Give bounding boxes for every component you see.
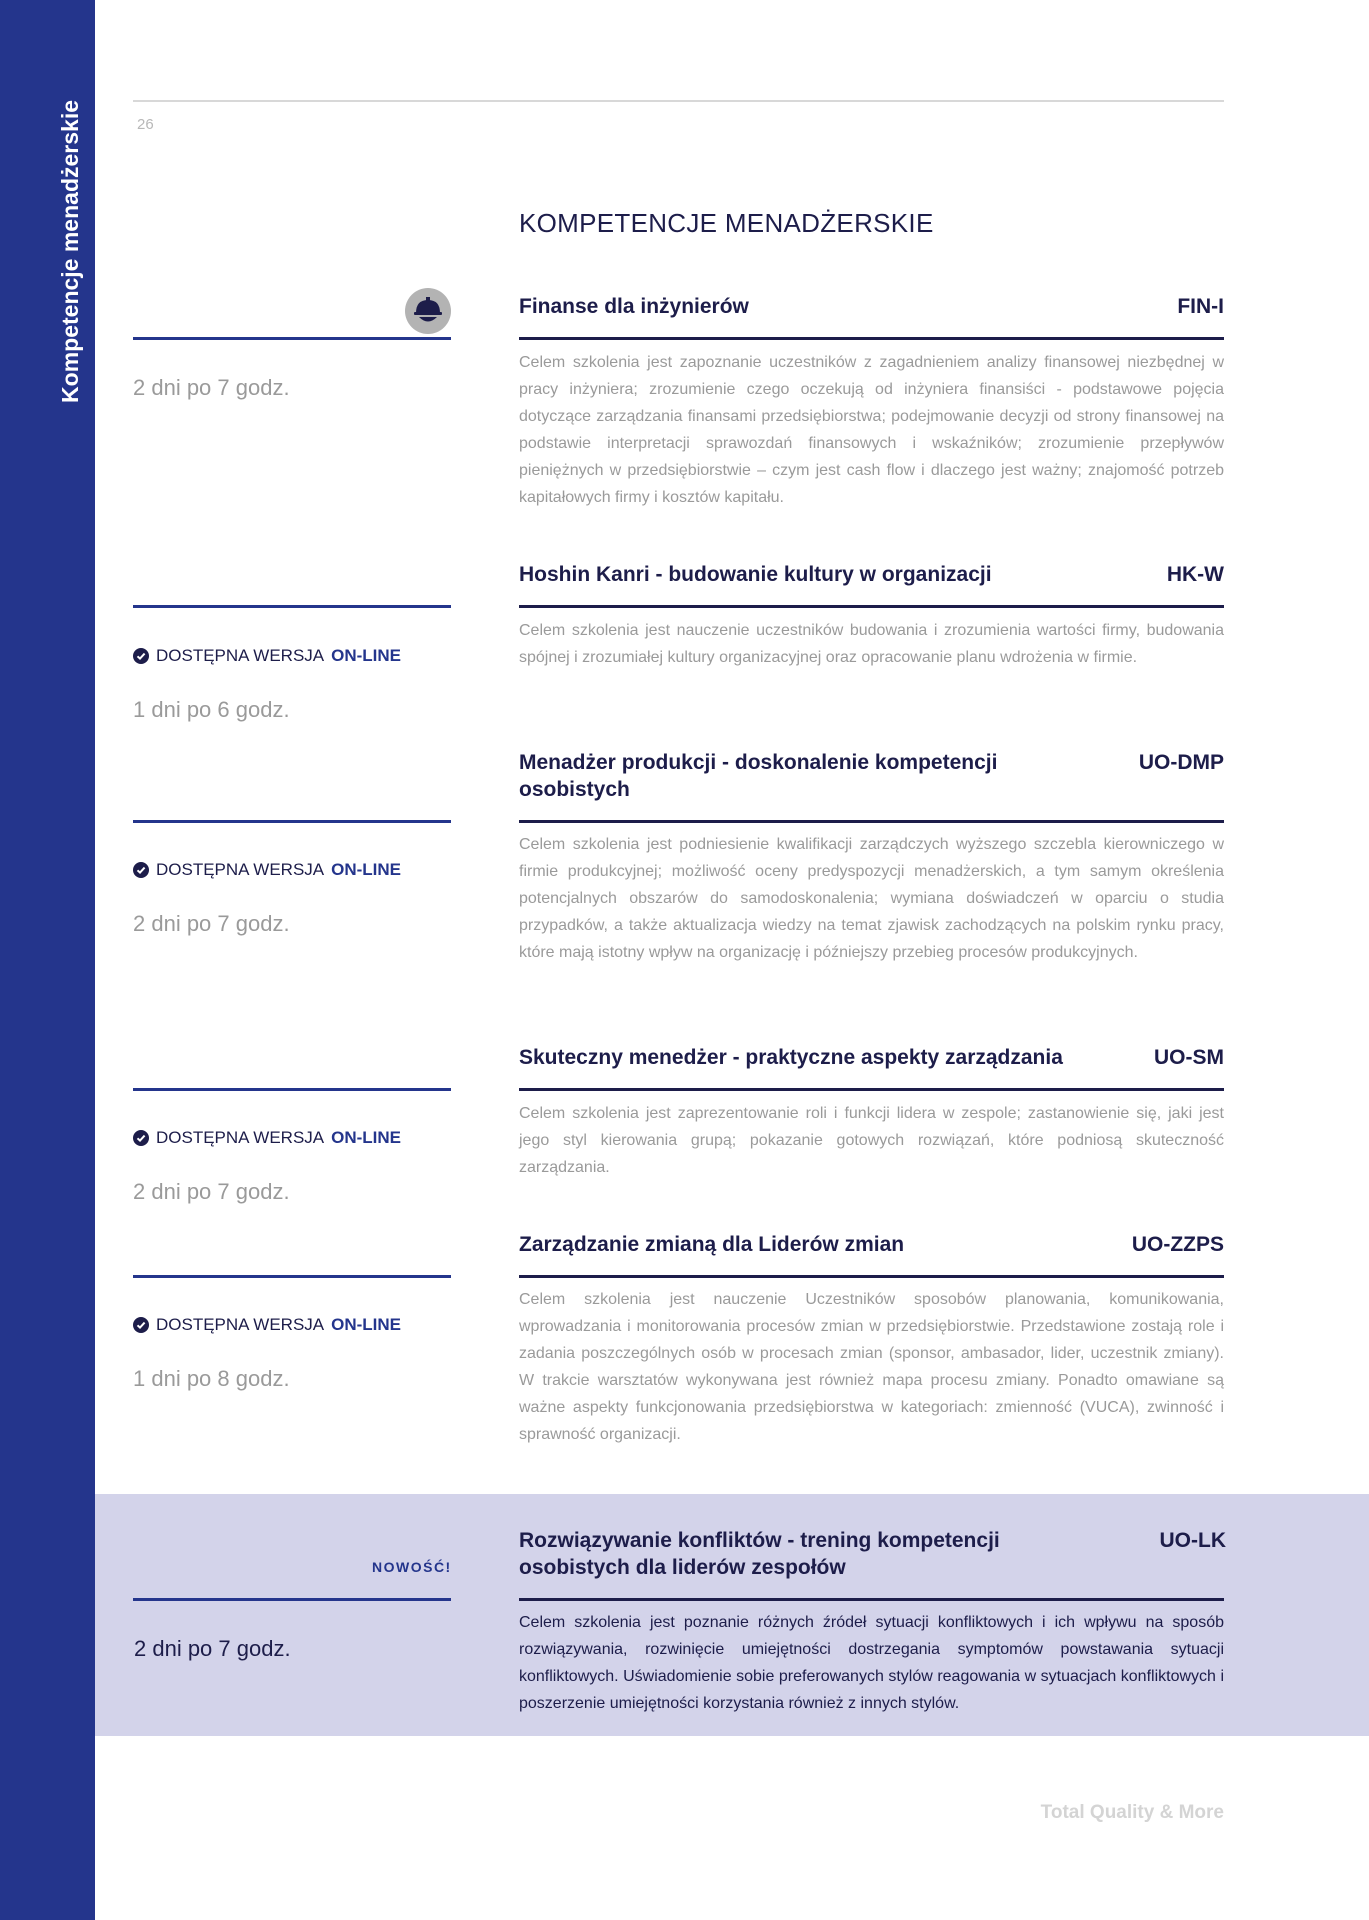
course-description: Celem szkolenia jest podniesienie kwalifikacji zarządczych wyższego szczebla kierowniczego w firmie produkcyjnej; możliwość oceny predyspozycji menadżerskich, a tym samym określenia potencjalnych obszarów do samodoskonalenia; wymiana doświadczeń w oparciu o studia przypadków, a także aktualizacja wiedzy na temat zjawisk zachodzących na polskim rynku pracy, które mają istotny wpływ na organizację i późniejszy przebieg procesów produkcyjnych. xyxy=(519,836,1224,961)
check-circle-icon xyxy=(133,1130,149,1146)
online-emphasis: ON-LINE xyxy=(331,1128,402,1147)
course-code: UO-ZZPS xyxy=(1131,1233,1224,1256)
right-divider xyxy=(519,1275,1224,1278)
online-badge xyxy=(133,1128,401,1148)
course-title: Hoshin Kanri - budowanie kultury w organizacji xyxy=(519,563,992,586)
page-number: 26 xyxy=(137,116,154,133)
online-emphasis: ON-LINE xyxy=(331,646,402,665)
course-code: HK-W xyxy=(1166,563,1224,586)
course-code: UO-LK xyxy=(1159,1529,1226,1552)
engineer-helmet-icon xyxy=(405,288,451,334)
course-title: Finanse dla inżynierów xyxy=(519,295,749,318)
course-duration: 2 dni po 7 godz. xyxy=(133,1179,290,1204)
online-prefix: DOSTĘPNA WERSJA xyxy=(156,646,325,665)
right-divider xyxy=(519,605,1224,608)
online-emphasis: ON-LINE xyxy=(331,860,402,879)
course-code: UO-DMP xyxy=(1138,751,1224,774)
course-title: Zarządzanie zmianą dla Liderów zmian xyxy=(519,1233,905,1256)
right-divider xyxy=(519,1088,1224,1091)
footer-brand: Total Quality & More xyxy=(1040,1802,1224,1823)
top-divider xyxy=(133,100,1224,102)
course-uo-lk xyxy=(95,1494,1369,1736)
left-divider xyxy=(133,337,451,340)
course-duration: 2 dni po 7 godz. xyxy=(133,911,290,936)
left-divider xyxy=(133,1088,451,1091)
right-divider xyxy=(519,337,1224,340)
section-title: KOMPETENCJE MENADŻERSKIE xyxy=(519,208,934,238)
online-prefix: DOSTĘPNA WERSJA xyxy=(156,1315,325,1334)
online-badge xyxy=(133,646,401,666)
course-description: Celem szkolenia jest poznanie różnych źródeł sytuacji konfliktowych i ich wpływu na sposób rozwiązywania, rozwinięcie umiejętności dostrzegania symptomów powstawania sytuacji konfliktowych. Uświadomienie sobie preferowanych stylów reagowania w sytuacjach konfliktowych i poszerzenie umiejętności korzystania również z innych stylów. xyxy=(519,1614,1224,1712)
course-code: FIN-I xyxy=(1177,295,1224,318)
check-circle-icon xyxy=(133,1317,149,1333)
left-divider xyxy=(133,605,451,608)
check-circle-icon xyxy=(133,648,149,664)
left-divider xyxy=(133,820,451,823)
sidebar xyxy=(0,0,95,1920)
course-code: UO-SM xyxy=(1154,1046,1224,1069)
left-divider xyxy=(133,1598,451,1601)
online-emphasis: ON-LINE xyxy=(331,1315,402,1334)
course-duration: 1 dni po 8 godz. xyxy=(133,1366,290,1391)
course-description: Celem szkolenia jest zapoznanie uczestników z zagadnieniem analizy finansowej niezbędnej w pracy inżyniera; zrozumienie czego oczekują od inżyniera finansiści - podstawowe pojęcia dotyczące zarządzania finansami przedsiębiorstwa; podejmowanie decyzji od strony finansowej na podstawie interpretacji sprawozdań finansowych i wskaźników; zrozumienie przepływów pieniężnych w przedsiębiorstwie – czym jest cash flow i dlaczego jest ważny; znajomość potrzeb kapitałowych firmy i kosztów kapitału. xyxy=(519,354,1224,506)
course-description: Celem szkolenia jest zaprezentowanie roli i funkcji lidera w zespole; zastanowienie się, jaki jest jego styl kierowania grupą; pokazanie gotowych rozwiązań, które podniosą skuteczność zarządzania. xyxy=(519,1105,1224,1176)
sidebar-label: Kompetencje menadżerskie xyxy=(57,100,83,403)
right-divider xyxy=(519,820,1224,823)
course-duration: 2 dni po 7 godz. xyxy=(133,375,290,400)
online-badge xyxy=(133,1315,401,1335)
left-divider xyxy=(133,1275,451,1278)
course-title: Rozwiązywanie konfliktów - trening kompetencji osobistych dla liderów zespołów xyxy=(519,1529,1000,1579)
course-title: Skuteczny menedżer - praktyczne aspekty zarządzania xyxy=(519,1046,1063,1069)
check-circle-icon xyxy=(133,862,149,878)
online-badge xyxy=(133,860,401,880)
online-prefix: DOSTĘPNA WERSJA xyxy=(156,1128,325,1147)
course-description: Celem szkolenia jest nauczenie Uczestników sposobów planowania, komunikowania, wprowadzania i monitorowania procesów zmian w przedsiębiorstwie. Przedstawione zostają role i zadania poszczególnych osób w procesach zmian (sponsor, ambasador, lider, uczestnik zmiany). W trakcie warsztatów wykonywana jest również mapa procesu zmiany. Ponadto omawiane są ważne aspekty funkcjonowania przedsiębiorstwa w kategoriach: zmienność (VUCA), zwinność i sprawność organizacji. xyxy=(519,1291,1224,1443)
course-description: Celem szkolenia jest nauczenie uczestników budowania i zrozumienia wartości firmy, budowania spójnej i zrozumiałej kultury organizacyjnej oraz opracowanie planu wdrożenia w firmie. xyxy=(519,622,1224,666)
course-duration: 1 dni po 6 godz. xyxy=(133,697,290,722)
new-badge: NOWOŚĆ! xyxy=(372,1559,452,1575)
online-prefix: DOSTĘPNA WERSJA xyxy=(156,860,325,879)
course-duration: 2 dni po 7 godz. xyxy=(134,1636,291,1661)
course-title: Menadżer produkcji - doskonalenie kompetencji osobistych xyxy=(519,751,998,801)
right-divider xyxy=(519,1598,1224,1601)
